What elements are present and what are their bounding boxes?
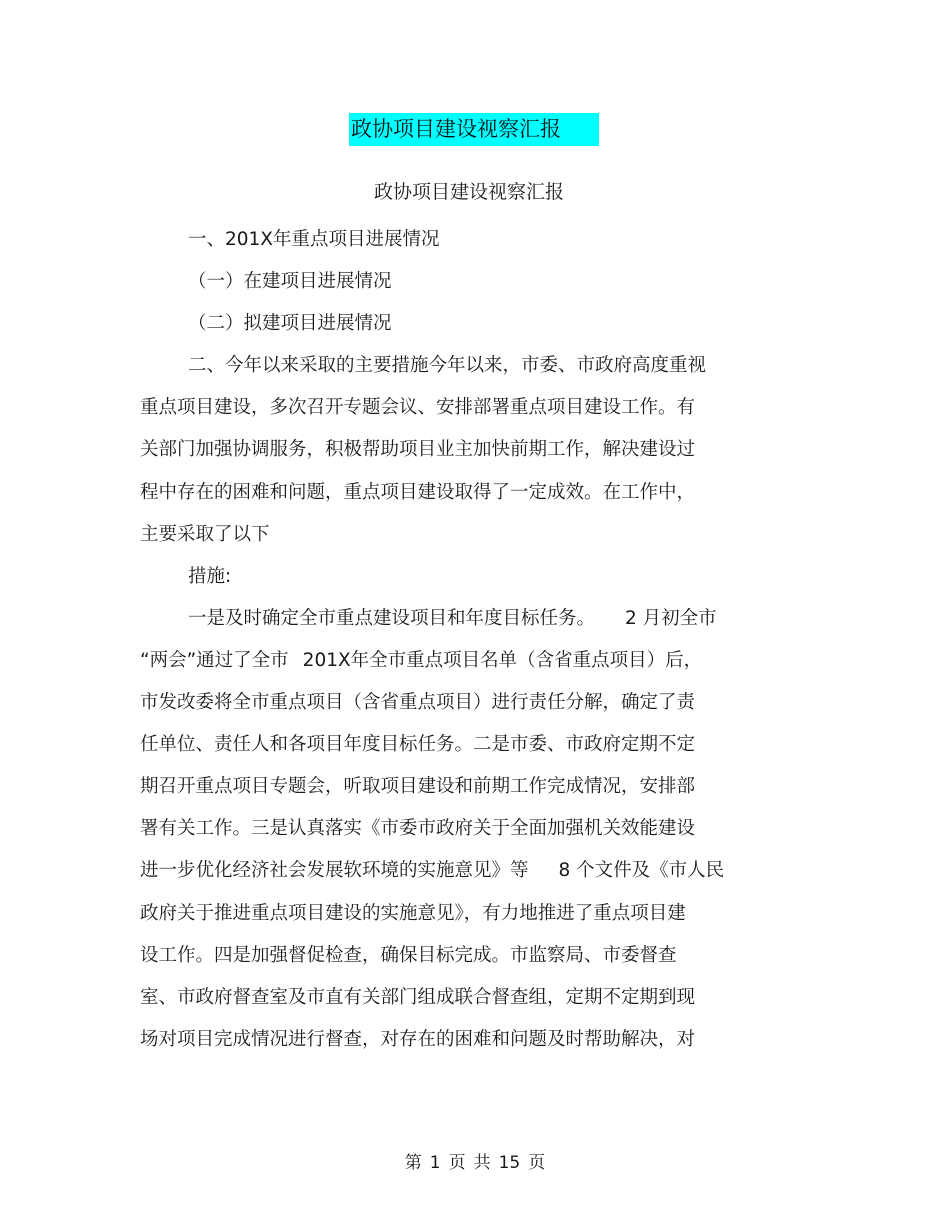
page-number: 1 bbox=[429, 1153, 441, 1173]
paragraph-line: 署有关工作。三是认真落实《市委市政府关于全面加强机关效能建设 bbox=[140, 818, 696, 840]
document-body bbox=[140, 219, 800, 1061]
paragraph-segment: 8 个文件及《市人民 bbox=[558, 860, 725, 882]
paragraph-line: 程中存在的困难和问题，重点项目建设取得了一定成效。在工作中， bbox=[140, 481, 696, 503]
subsection-heading: （二）拟建项目进展情况 bbox=[188, 313, 392, 335]
page-footer bbox=[0, 1150, 950, 1176]
paragraph-line: 重点项目建设，多次召开专题会议、安排部署重点项目建设工作。有 bbox=[140, 397, 696, 419]
total-prefix: 共 bbox=[473, 1153, 491, 1173]
subsection-heading: （一）在建项目进展情况 bbox=[188, 271, 392, 293]
paragraph-line: 二、今年以来采取的主要措施今年以来，市委、市政府高度重视 bbox=[188, 355, 707, 377]
document-title: 政协项目建设视察汇报 bbox=[373, 181, 564, 203]
highlighted-title: 政协项目建设视察汇报 bbox=[349, 113, 599, 146]
total-pages: 15 bbox=[498, 1153, 521, 1173]
paragraph-segment: “两会”通过了全市 bbox=[140, 649, 289, 671]
page-prefix: 第 bbox=[404, 1153, 422, 1173]
paragraph-line: 场对项目完成情况进行督查，对存在的困难和问题及时帮助解决，对 bbox=[140, 1028, 696, 1050]
paragraph-line: 室、市政府督查室及市直有关部门组成联合督查组，定期不定期到现 bbox=[140, 986, 696, 1008]
paragraph-line: 关部门加强协调服务，积极帮助项目业主加快前期工作，解决建设过 bbox=[140, 439, 696, 461]
paragraph-line: 任单位、责任人和各项目年度目标任务。二是市委、市政府定期不定 bbox=[140, 734, 696, 756]
paragraph-segment: 一是及时确定全市重点建设项目和年度目标任务。 bbox=[188, 607, 596, 629]
paragraph-line: 设工作。四是加强督促检查，确保目标完成。市监察局、市委督查 bbox=[140, 944, 677, 966]
paragraph-line bbox=[140, 850, 800, 892]
page-unit: 页 bbox=[448, 1153, 466, 1173]
total-unit: 页 bbox=[528, 1153, 546, 1173]
section-heading: 一、201X年重点项目进展情况 bbox=[188, 229, 440, 250]
paragraph-line: 期召开重点项目专题会，听取项目建设和前期工作完成情况，安排部 bbox=[140, 776, 696, 798]
paragraph-segment: 201X年全市重点项目名单（含省重点项目）后， bbox=[302, 649, 703, 671]
paragraph-line: 政府关于推进重点项目建设的实施意见》，有力地推进了重点项目建 bbox=[140, 902, 686, 924]
paragraph-segment: 进一步优化经济社会发展软环境的实施意见》等 bbox=[140, 860, 529, 882]
paragraph-line bbox=[140, 640, 800, 682]
paragraph-line: 主要采取了以下 bbox=[140, 523, 270, 545]
paragraph-line: 市发改委将全市重点项目（含省重点项目）进行责任分解，确定了责 bbox=[140, 692, 696, 714]
paragraph-line: 措施: bbox=[188, 565, 232, 587]
paragraph-line bbox=[140, 598, 800, 640]
paragraph-segment: 2 月初全市 bbox=[625, 607, 717, 629]
